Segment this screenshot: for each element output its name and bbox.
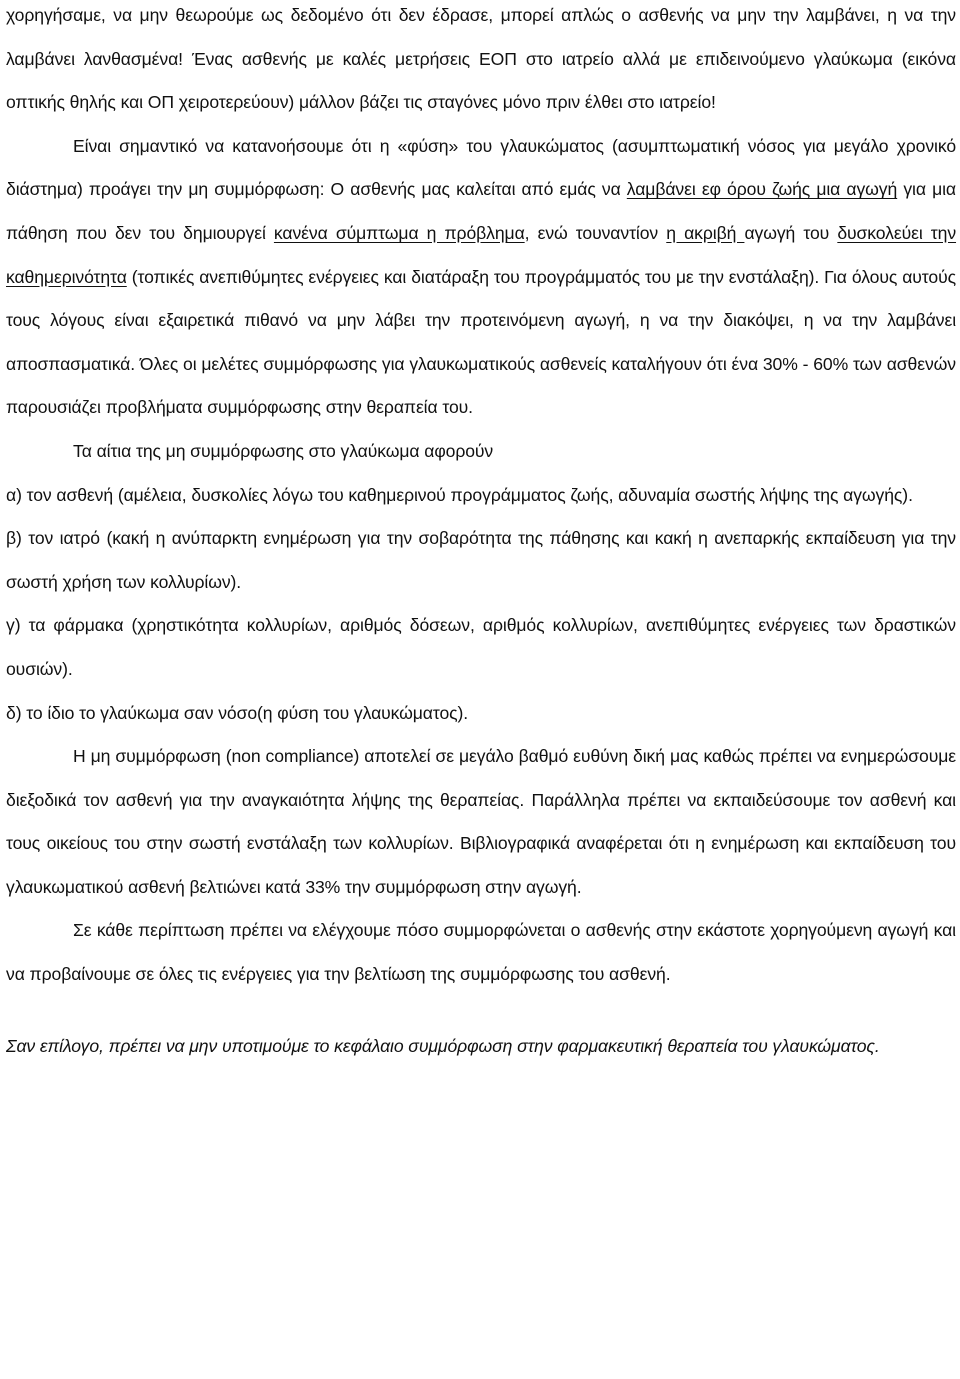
text-run: Είναι σημαντικό να κατανοήσουμε ότι η «φύση» του γλαυκώματος (ασυμπτωματική νόσος για μεγάλο χρονικό διάστημα) προάγει την μη συμμόρφωση: Ο ασθενής μας καλείται από εμάς να — [6, 135, 956, 200]
underlined-phrase-accurate: η ακριβή — [666, 222, 745, 243]
document-page — [6, 0, 956, 1068]
text-run: (τοπικές ανεπιθύμητες ενέργειες και διατάραξη του προγράμματός του με την ενστάλαξη). Για όλους αυτούς τους λόγους είναι εξαιρετικά πιθανό να μην λάβει την προτεινόμενη αγωγή, η να την διακόψει, η να την λαμβάνει αποσπασματικά. Όλες οι μελέτες συμμόρφωσης για γλαυκωματικούς ασθενείς καταλήγουν ότι ένα 30% - 60% των ασθενών παρουσιάζει προβλήματα συμμόρφωσης στην θεραπεία του. — [6, 266, 956, 418]
underlined-phrase-no-symptom: κανένα σύμπτωμα η πρόβλημα — [273, 222, 525, 243]
text-run: για μια πάθηση που δεν του δημιουργεί — [6, 179, 956, 243]
list-item-drugs: γ) τα φάρμακα (χρηστικότητα κολλυρίων, αριθμός δόσεων, αριθμός κολλυρίων, ανεπιθύμητες ενέργειες των δραστικών ουσιών). — [6, 615, 956, 679]
underlined-phrase-daily-life: δυσκολεύει την καθημερινότητα — [6, 222, 957, 287]
paragraph-epilogue: Σαν επίλογο, πρέπει να μην υποτιμούμε το κεφάλαιο συμμόρφωση στην φαρμακευτική θεραπεία του γλαυκώματος. — [6, 1035, 880, 1056]
underlined-phrase-lifelong-treatment: λαμβάνει εφ όρου ζωής μια αγωγή — [626, 179, 898, 200]
list-item-doctor: β) τον ιατρό (κακή η ανύπαρκτη ενημέρωση για την σοβαρότητα της πάθησης και κακή η ανεπαρκής εκπαίδευση για την σωστή χρήση των κολλυρίων). — [6, 528, 956, 592]
paragraph-monitoring: Σε κάθε περίπτωση πρέπει να ελέγχουμε πόσο συμμορφώνεται ο ασθενής στην εκάστοτε χορηγούμενη αγωγή και να προβαίνουμε σε όλες τις ενέργειες για την βελτίωση της συμμόρφωσης του ασθενή. — [6, 920, 956, 985]
list-item-patient: α) τον ασθενή (αμέλεια, δυσκολίες λόγω του καθημερινού προγράμματος ζωής, αδυναμία σωστής λήψης της αγωγής). — [6, 484, 913, 505]
paragraph-intro: χορηγήσαμε, να μην θεωρούμε ως δεδομένο ότι δεν έδρασε, μπορεί απλώς ο ασθενής να μην την λαμβάνει, η να την λαμβάνει λανθασμένα! Ένας ασθενής με καλές μετρήσεις ΕΟΠ στο ιατρείο αλλά με επιδεινούμενο γλαύκωμα (εικόνα οπτικής θηλής και ΟΠ χειροτερεύουν) μάλλον βάζει τις σταγόνες μόνο πριν έλθει στο ιατρείο! — [6, 5, 956, 113]
paragraph-causes-heading: Τα αίτια της μη συμμόρφωσης στο γλαύκωμα αφορούν — [73, 440, 494, 461]
text-run: , ενώ τουναντίον — [524, 222, 667, 243]
list-item-disease: δ) το ίδιο το γλαύκωμα σαν νόσο(η φύση του γλαυκώματος). — [6, 702, 469, 723]
paragraph-nature-of-glaucoma — [6, 125, 956, 430]
paragraph-non-compliance: Η μη συμμόρφωση (non compliance) αποτελεί σε μεγάλο βαθμό ευθύνη δική μας καθώς πρέπει να ενημερώσουμε διεξοδικά τον ασθενή για την αναγκαιότητα λήψης της θεραπείας. Παράλληλα πρέπει να εκπαιδεύσουμε τον ασθενή και τους οικείους του στην σωστή ενστάλαξη των κολλυρίων. Βιβλιογραφικά αναφέρεται ότι η ενημέρωση και εκπαίδευση του γλαυκωματικού ασθενή βελτιώνει κατά 33% την συμμόρφωση στην αγωγή. — [6, 746, 956, 897]
text-run: αγωγή του — [744, 222, 838, 243]
